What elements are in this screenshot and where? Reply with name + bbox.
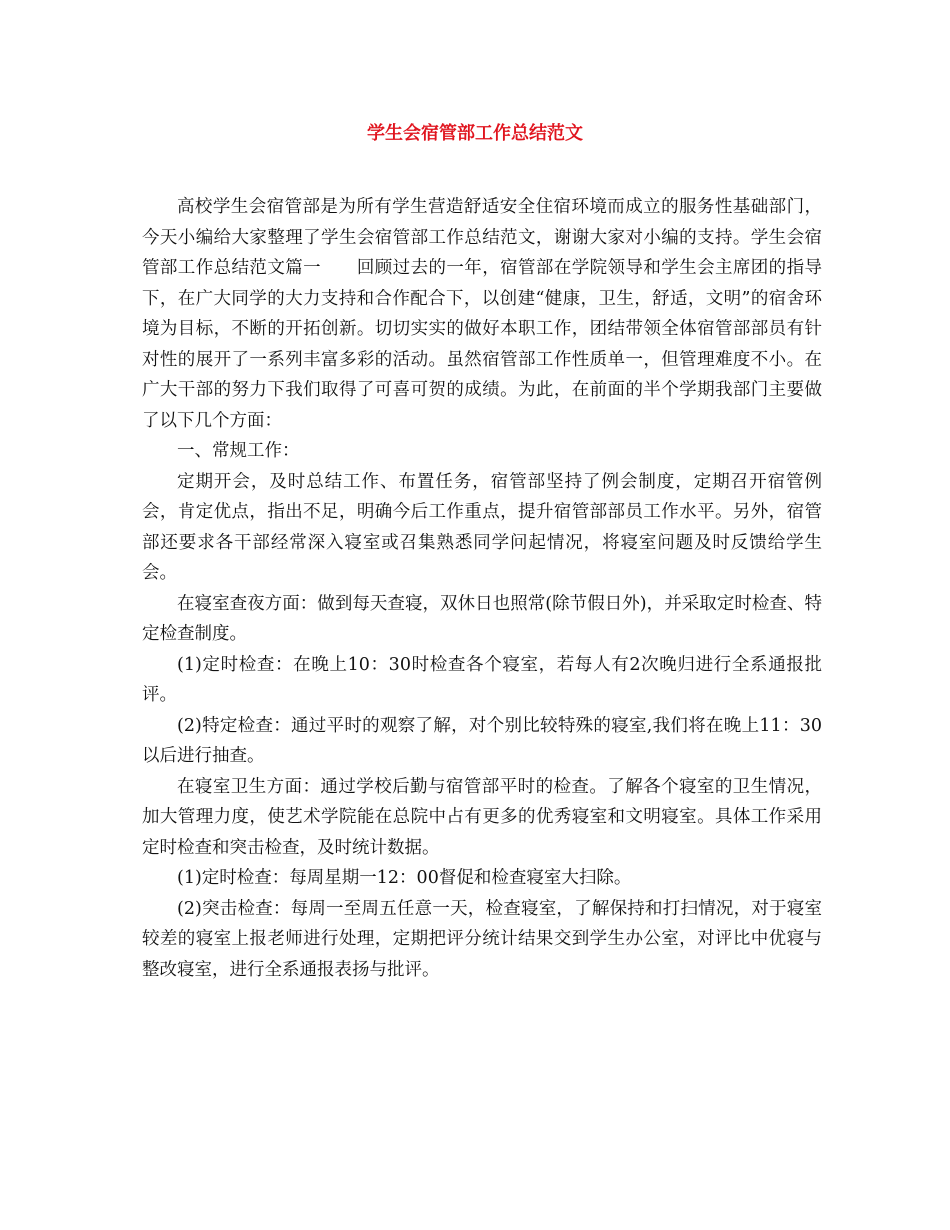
paragraph: 一、常规工作： [177,441,300,461]
paragraph: 在寝室卫生方面：通过学校后勤与宿管部平时的检查。了解各个寝室的卫生情况，加大管理力度，使艺术学院能在总院中占有更多的优秀寝室和文明寝室。具体工作采用定时检查和突击检查，及时统计数据。 [142,776,822,858]
document-title: 学生会宿管部工作总结范文 [367,123,583,144]
paragraph: (1)定时检查：每周星期一12：00督促和检查寝室大扫除。 [177,868,632,888]
paragraph: 定期开会，及时总结工作、布置任务，宿管部坚持了例会制度，定期召开宿管例会，肯定优点，指出不足，明确今后工作重点，提升宿管部部员工作水平。另外，宿管部还要求各干部经常深入寝室或召集熟悉同学问起情况，将寝室问题及时反馈给学生会。 [142,471,822,583]
paragraph: (2)突击检查：每周一至周五任意一天，检查寝室，了解保持和打扫情况，对于寝室较差的寝室上报老师进行处理，定期把评分统计结果交到学生办公室，对评比中优寝与整改寝室，进行全系通报表扬与批评。 [142,898,822,980]
paragraph: (2)特定检查：通过平时的观察了解，对个别比较特殊的寝室,我们将在晚上11：30以后进行抽查。 [142,715,822,766]
paragraph: 在寝室查夜方面：做到每天查寝，双休日也照常(除节假日外)，并采取定时检查、特定检查制度。 [142,593,822,644]
paragraph: 高校学生会宿管部是为所有学生营造舒适安全住宿环境而成立的服务性基础部门，今天小编给大家整理了学生会宿管部工作总结范文，谢谢大家对小编的支持。学生会宿管部工作总结范文篇一 回顾过去的一年，宿管部在学院领导和学生会主席团的指导下，在广大同学的大力支持和合作配合下，以创建“健康，卫生，舒适，文明”的宿舍环境为目标，不断的开拓创新。切切实实的做好本职工作，团结带领全体宿管部部员有针对性的展开了一系列丰富多彩的活动。虽然宿管部工作性质单一，但管理难度不小。在广大干部的努力下我们取得了可喜可贺的成绩。为此，在前面的半个学期我部门主要做了以下几个方面： [142,197,822,431]
paragraph: (1)定时检查：在晚上10：30时检查各个寝室，若每人有2次晚归进行全系通报批评。 [142,654,822,705]
document-body [142,192,822,985]
